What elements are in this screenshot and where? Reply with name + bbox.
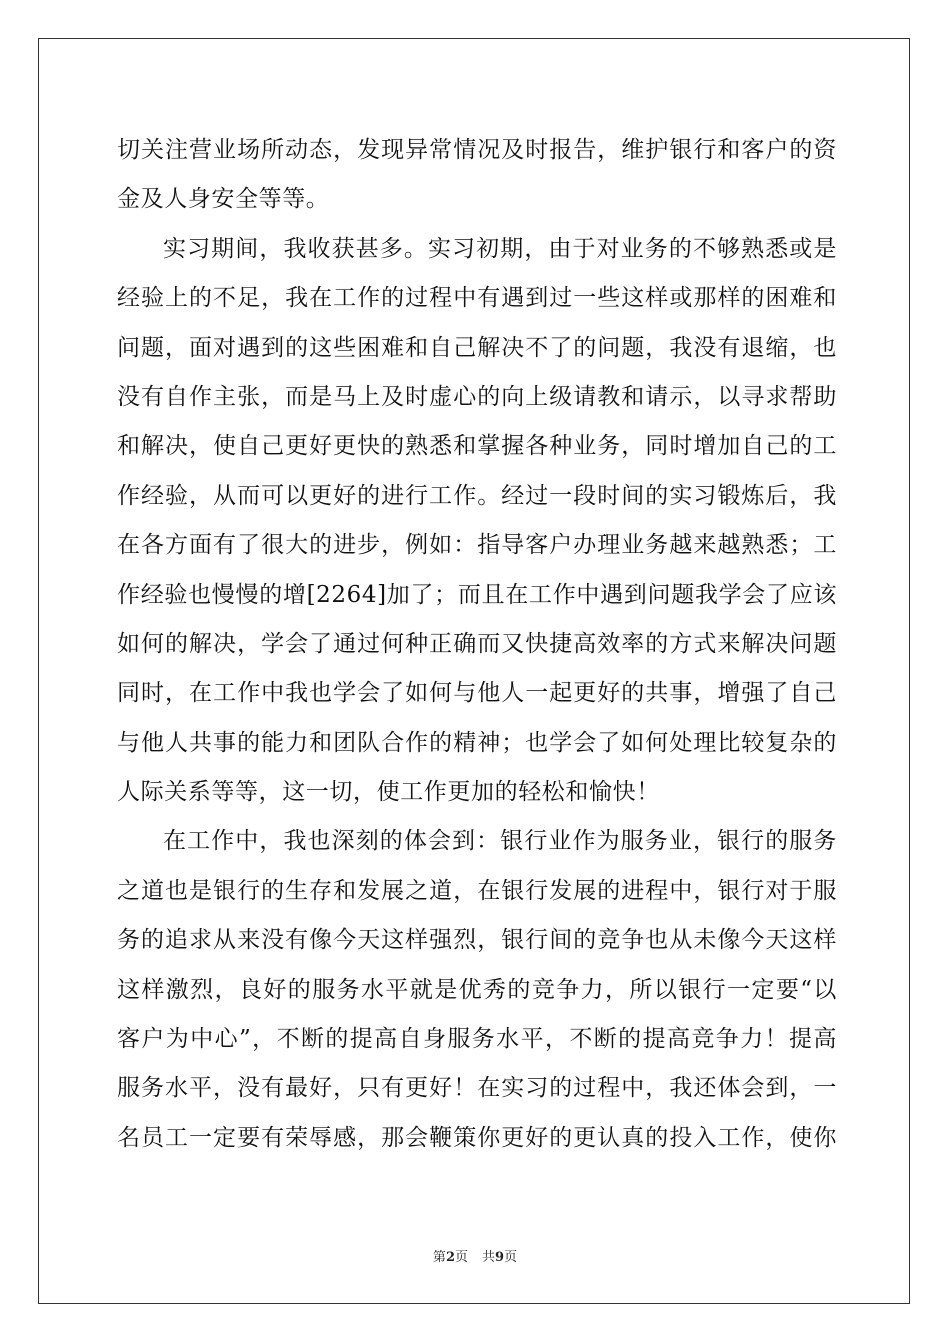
total-pages: 9 (495, 1250, 505, 1265)
text-line: 如何的解决，学会了通过何种正确而又快捷高效率的方式来解决问题 (117, 630, 837, 657)
text-line: 作经验也慢慢的增[2264]加了；而且在工作中遇到问题我学会了应该 (117, 581, 837, 608)
text-line: 问题，面对遇到的这些困难和自己解决不了的问题，我没有退缩，也 (117, 334, 837, 361)
text-line: 经验上的不足，我在工作的过程中有遇到过一些这样或那样的困难和 (117, 285, 837, 312)
document-body (117, 126, 837, 1163)
text-line: 作经验，从而可以更好的进行工作。经过一段时间的实习锻炼后，我 (117, 482, 837, 509)
text-line: 人际关系等等，这一切，使工作更加的轻松和愉快！ (117, 779, 660, 806)
text-line: 金及人身安全等等。 (117, 186, 330, 213)
text-line: 之道也是银行的生存和发展之道，在银行发展的进程中，银行对于服 (117, 877, 837, 904)
page-prefix: 第 (432, 1250, 446, 1265)
total-prefix: 共 (482, 1250, 496, 1265)
text-line: 在工作中，我也深刻的体会到：银行业作为服务业，银行的服务 (163, 828, 837, 855)
text-line: 同时，在工作中我也学会了如何与他人一起更好的共事，增强了自己 (117, 680, 837, 707)
page-number: 2 (445, 1250, 455, 1265)
page-suffix: 页 (454, 1250, 468, 1265)
text-line: 名员工一定要有荣辱感，那会鞭策你更好的更认真的投入工作，使你 (117, 1124, 837, 1151)
text-line: 服务水平，没有最好，只有更好！在实习的过程中，我还体会到，一 (117, 1075, 837, 1102)
text-line: 这样激烈，良好的服务水平就是优秀的竞争力，所以银行一定要“以 (117, 976, 837, 1003)
text-line: 和解决，使自己更好更快的熟悉和掌握各种业务，同时增加自己的工 (117, 433, 837, 460)
total-suffix: 页 (504, 1250, 518, 1265)
text-line: 在各方面有了很大的进步，例如：指导客户办理业务越来越熟悉；工 (117, 532, 837, 559)
text-line: 客户为中心”，不断的提高自身服务水平，不断的提高竞争力！提高 (117, 1026, 837, 1053)
text-line: 没有自作主张，而是马上及时虚心的向上级请教和请示，以寻求帮助 (117, 383, 837, 410)
text-line: 与他人共事的能力和团队合作的精神；也学会了如何处理比较复杂的 (117, 729, 837, 756)
text-line: 实习期间，我收获甚多。实习初期，由于对业务的不够熟悉或是 (163, 235, 837, 262)
page-footer (0, 1246, 950, 1265)
text-line: 切关注营业场所动态，发现异常情况及时报告，维护银行和客户的资 (117, 137, 837, 163)
text-line: 务的追求从来没有像今天这样强烈，银行间的竞争也从未像今天这样 (117, 927, 837, 954)
